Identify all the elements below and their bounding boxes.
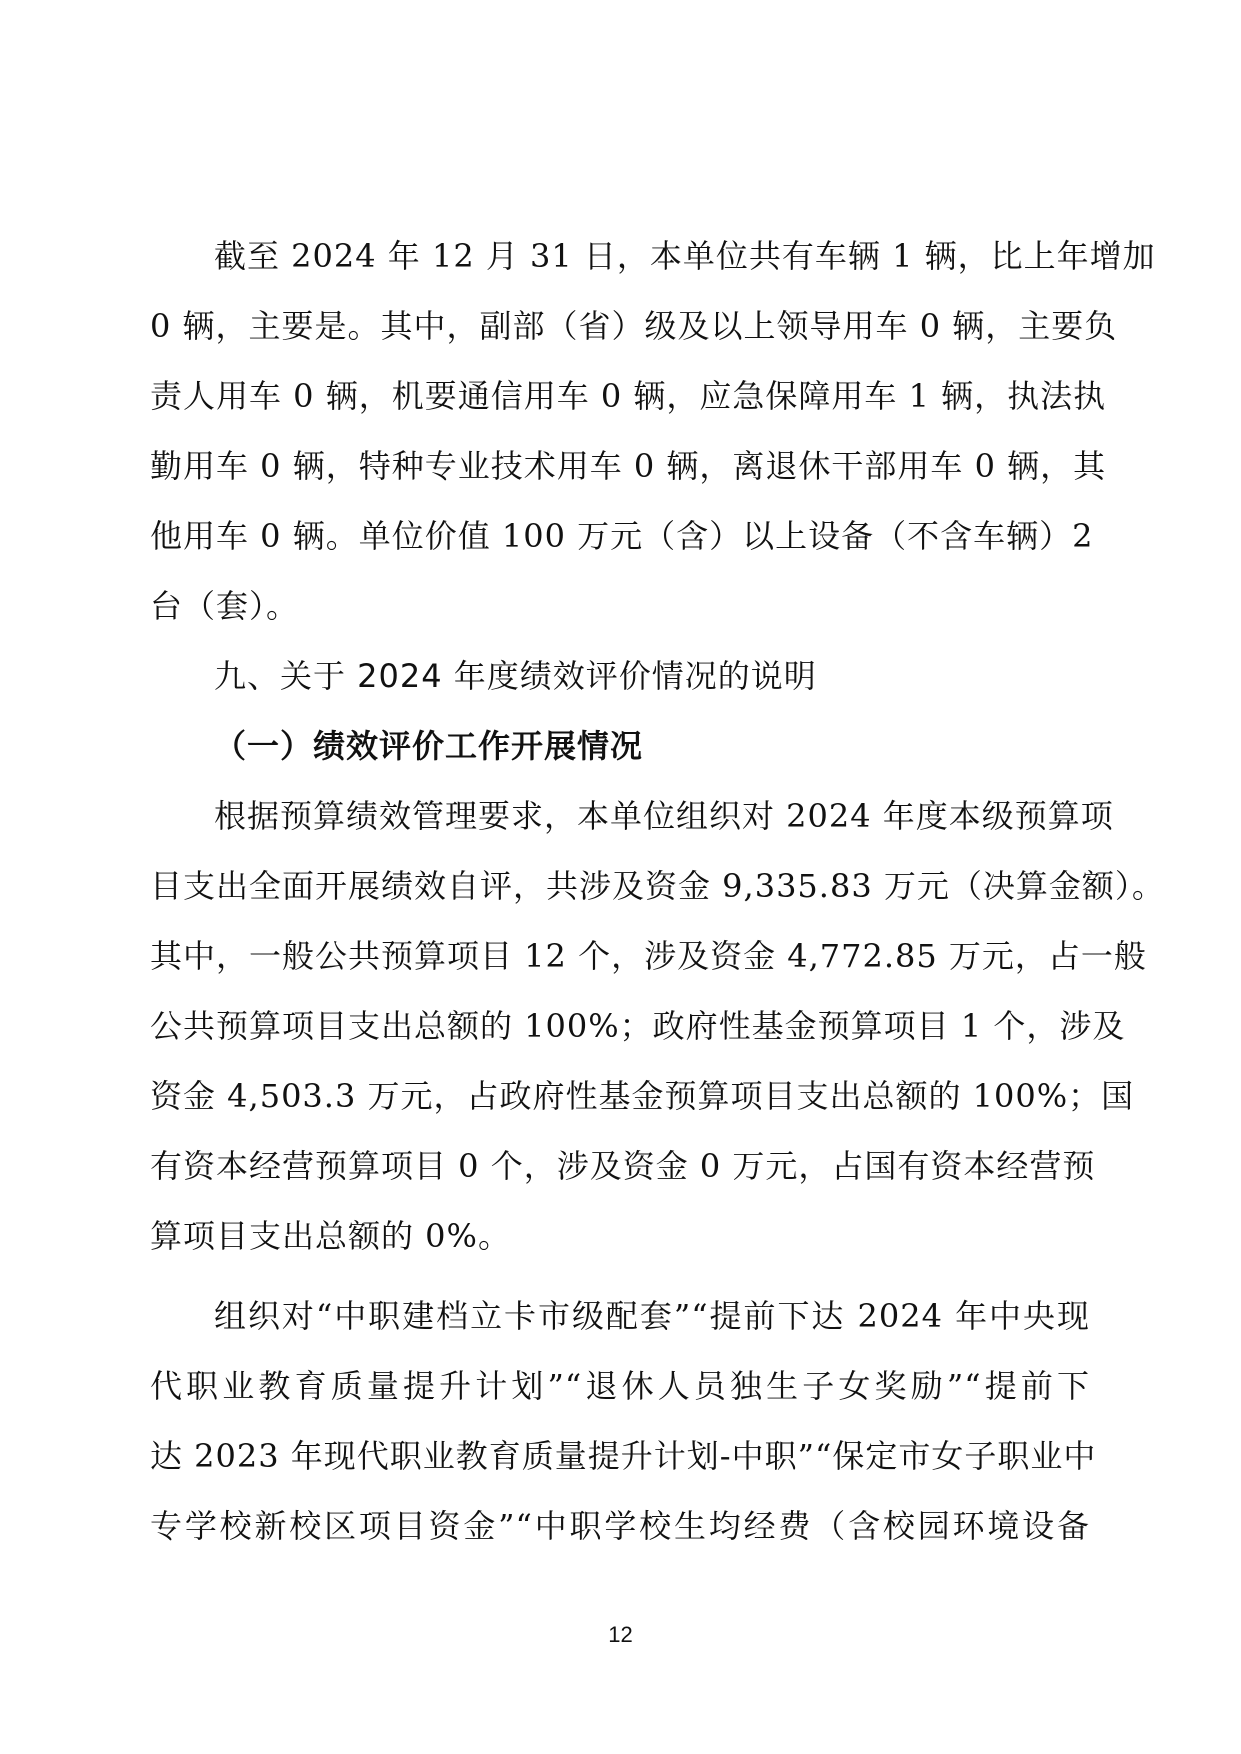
text-line: 目支出全面开展绩效自评，共涉及资金 9,335.83 万元（决算金额）。 (150, 867, 1165, 905)
text-line: 代职业教育质量提升计划”“退休人员独生子女奖励”“提前下 (150, 1367, 1090, 1405)
document-page (150, 221, 1165, 1561)
text-line: 有资本经营预算项目 0 个，涉及资金 0 万元，占国有资本经营预 (150, 1147, 1096, 1185)
page-number: 12 (608, 1622, 633, 1647)
text-line: 公共预算项目支出总额的 100%；政府性基金预算项目 1 个，涉及 (150, 1007, 1126, 1045)
text-line: 组织对“中职建档立卡市级配套”“提前下达 2024 年中央现 (214, 1297, 1090, 1335)
text-line: 责人用车 0 辆，机要通信用车 0 辆，应急保障用车 1 辆，执法执 (150, 377, 1107, 415)
text-line: 达 2023 年现代职业教育质量提升计划-中职”“保定市女子职业中 (150, 1437, 1097, 1475)
text-line: 算项目支出总额的 0%。 (150, 1217, 511, 1255)
text-line: 台（套）。 (150, 587, 300, 625)
text-line: 资金 4,503.3 万元，占政府性基金预算项目支出总额的 100%；国 (150, 1077, 1135, 1115)
paragraph-vehicles (150, 221, 1156, 641)
text-line: 专学校新校区项目资金”“中职学校生均经费（含校园环境设备 (150, 1507, 1090, 1545)
text-line: 其中，一般公共预算项目 12 个，涉及资金 4,772.85 万元，占一般 (150, 937, 1147, 975)
section-title: 九、关于 2024 年度绩效评价情况的说明 (214, 657, 817, 695)
paragraph-performance-evaluation (150, 781, 1165, 1271)
text-line: 勤用车 0 辆，特种专业技术用车 0 辆，离退休干部用车 0 辆，其 (150, 447, 1107, 485)
text-line: 0 辆，主要是。其中，副部（省）级及以上领导用车 0 辆，主要负 (150, 307, 1118, 345)
paragraph-projects (150, 1281, 1097, 1561)
text-line: 根据预算绩效管理要求，本单位组织对 2024 年度本级预算项 (214, 797, 1114, 835)
subsection-title: （一）绩效评价工作开展情况 (214, 727, 644, 765)
text-line: 他用车 0 辆。单位价值 100 万元（含）以上设备（不含车辆）2 (150, 517, 1094, 555)
text-line: 截至 2024 年 12 月 31 日，本单位共有车辆 1 辆，比上年增加 (214, 237, 1156, 275)
